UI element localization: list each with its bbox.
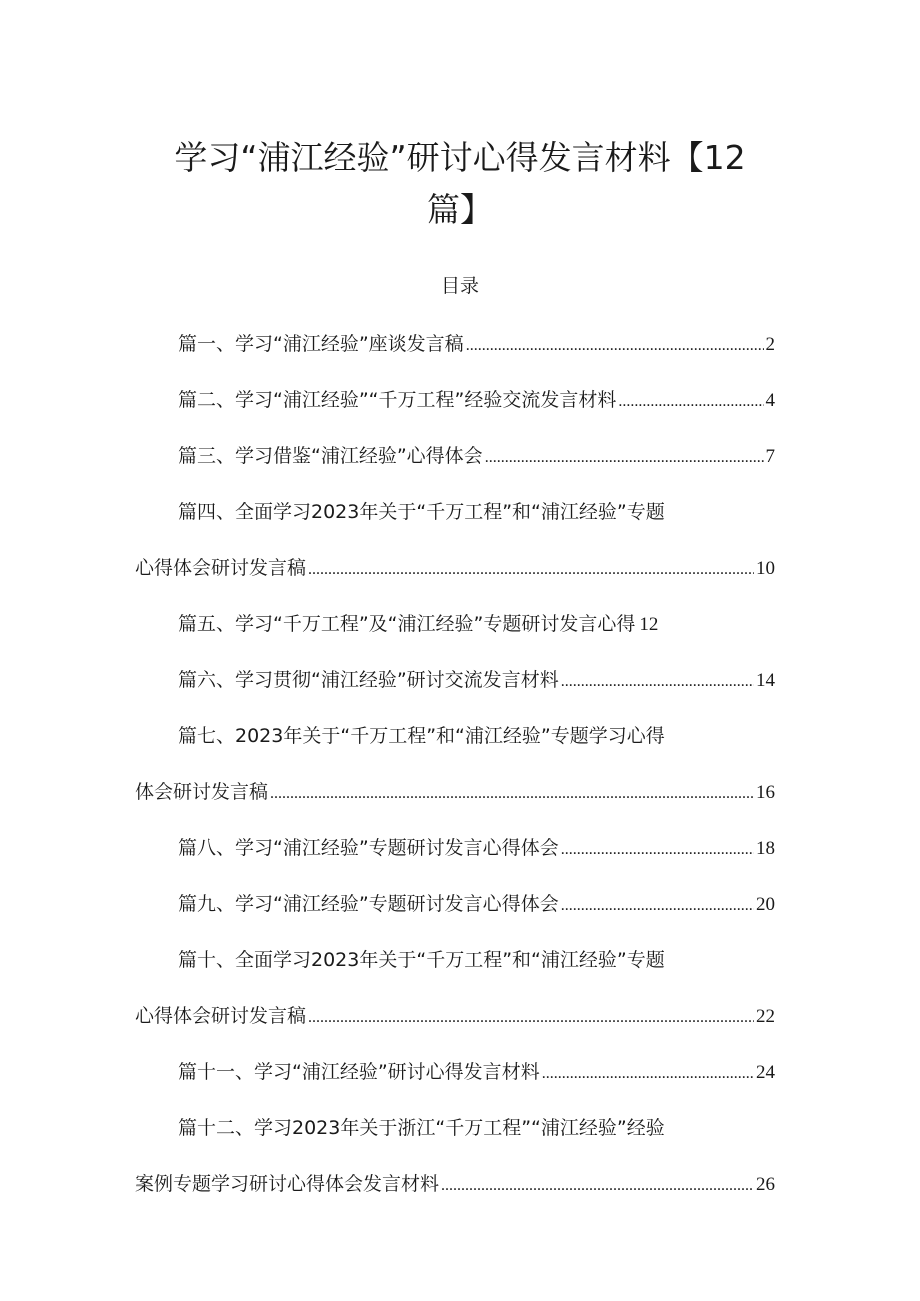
document-title <box>120 132 800 236</box>
toc-entry-2[interactable] <box>135 385 775 415</box>
toc-entry-10[interactable] <box>135 1001 775 1031</box>
toc-page-number: 4 <box>765 390 775 411</box>
toc-leader-dots <box>561 891 754 921</box>
toc-leader-dots <box>308 1003 754 1033</box>
toc-entry-10-line-1[interactable]: 篇十、全面学习2023年关于“千万工程”和“浦江经验”专题 <box>178 949 665 971</box>
toc-entry-4-line-1[interactable]: 篇四、全面学习2023年关于“千万工程”和“浦江经验”专题 <box>178 501 665 523</box>
toc-entry-text: 心得体会研讨发言稿 <box>135 1005 307 1027</box>
toc-entry-text: 篇十一、学习“浦江经验”研讨心得发言材料 <box>178 1061 540 1083</box>
toc-entry-9[interactable] <box>135 889 775 919</box>
toc-leader-dots <box>542 1059 754 1089</box>
toc-entry-text: 篇二、学习“浦江经验”“千万工程”经验交流发言材料 <box>178 389 617 411</box>
toc-entry-11[interactable] <box>135 1057 775 1087</box>
toc-entry-4[interactable] <box>135 553 775 583</box>
toc-entry-12-line-1[interactable]: 篇十二、学习2023年关于浙江“千万工程”“浦江经验”经验 <box>178 1117 665 1139</box>
toc-entry-7[interactable] <box>135 777 775 807</box>
title-line-2: 篇】 <box>427 190 493 229</box>
toc-heading: 目录 <box>440 275 479 297</box>
toc-page-number: 20 <box>756 894 775 915</box>
toc-entry-text: 篇八、学习“浦江经验”专题研讨发言心得体会 <box>178 837 559 859</box>
toc-entry-text: 心得体会研讨发言稿 <box>135 557 307 579</box>
toc-entry-5[interactable] <box>135 609 775 639</box>
toc-entry-6[interactable] <box>135 665 775 695</box>
toc-page-number: 2 <box>765 334 775 355</box>
toc-page-number: 18 <box>756 838 775 859</box>
toc-entry-text: 篇一、学习“浦江经验”座谈发言稿 <box>178 333 464 355</box>
toc-entry-7-line-1[interactable]: 篇七、2023年关于“千万工程”和“浦江经验”专题学习心得 <box>178 725 665 747</box>
toc-entry-text: 篇五、学习“千万工程”及“浦江经验”专题研讨发言心得 <box>178 613 636 635</box>
toc-leader-dots <box>561 835 754 865</box>
toc-page-number: 14 <box>756 670 775 691</box>
toc-leader-dots <box>466 331 764 361</box>
toc-page-number: 10 <box>756 558 775 579</box>
toc-entry-12[interactable] <box>135 1169 775 1199</box>
toc-entry-text: 篇六、学习贯彻“浦江经验”研讨交流发言材料 <box>178 669 559 691</box>
title-line-1: 学习“浦江经验”研讨心得发言材料【12 <box>174 138 746 177</box>
toc-leader-dots <box>441 1171 754 1201</box>
toc-entry-text: 案例专题学习研讨心得体会发言材料 <box>135 1173 440 1195</box>
toc-entry-3[interactable] <box>135 441 775 471</box>
toc-page-number: 12 <box>639 614 659 635</box>
toc-page-number: 26 <box>756 1174 775 1195</box>
toc-page-number: 7 <box>765 446 775 467</box>
toc-leader-dots <box>485 443 764 473</box>
toc-leader-dots <box>561 667 754 697</box>
toc-entry-text: 篇九、学习“浦江经验”专题研讨发言心得体会 <box>178 893 559 915</box>
toc-page-number: 16 <box>756 782 775 803</box>
toc-entry-text: 体会研讨发言稿 <box>135 781 269 803</box>
toc-leader-dots <box>618 387 763 417</box>
toc-entry-1[interactable] <box>135 329 775 359</box>
toc-entry-8[interactable] <box>135 833 775 863</box>
toc-leader-dots <box>308 555 754 585</box>
toc-leader-dots <box>270 779 754 809</box>
toc-page-number: 24 <box>756 1062 775 1083</box>
toc-page-number: 22 <box>756 1006 775 1027</box>
toc-entry-text: 篇三、学习借鉴“浦江经验”心得体会 <box>178 445 483 467</box>
